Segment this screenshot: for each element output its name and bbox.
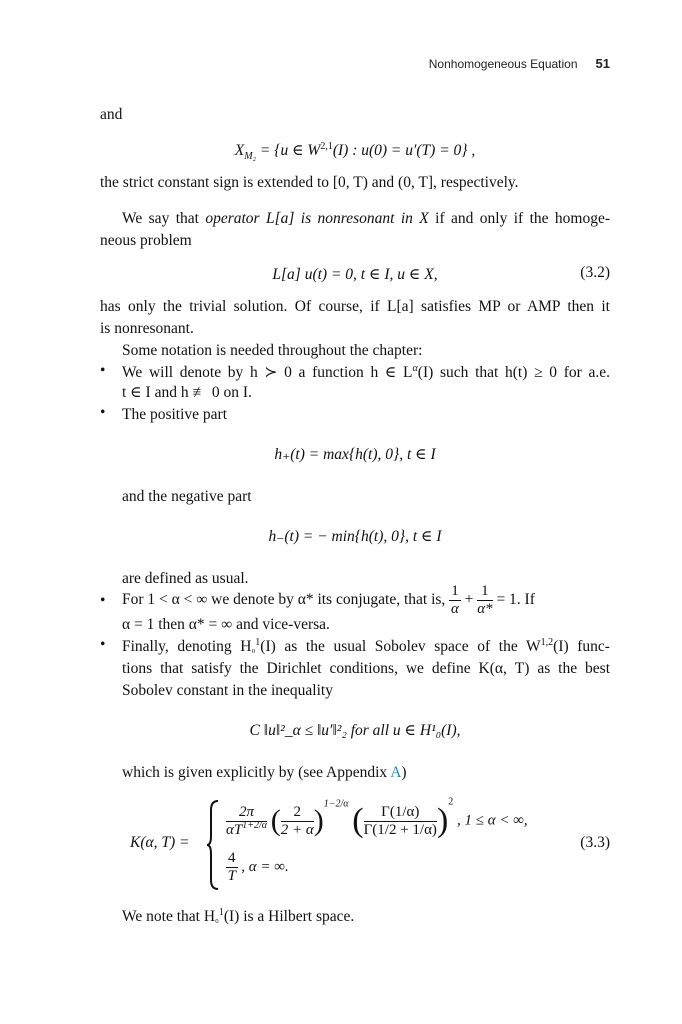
- plus-sign: +: [464, 591, 474, 608]
- paragraph-line: t ∈ I and h ≢ 0 on I.: [122, 384, 252, 401]
- equation-body: h₋(t) = − min{h(t), 0}, t ∈ I: [268, 528, 442, 545]
- fraction: [226, 850, 238, 885]
- text-span: (I) func-: [553, 638, 610, 655]
- case-condition: , 1 ≤ α < ∞,: [457, 812, 528, 829]
- bullet-icon: •: [100, 636, 106, 653]
- bullet-icon: •: [100, 592, 106, 609]
- paragraph-nonresonant: [122, 208, 610, 230]
- text-span: = 1. If: [496, 591, 535, 608]
- bullet-item-1: [122, 362, 610, 384]
- superscript: α: [412, 362, 418, 374]
- equation-hplus: [100, 444, 610, 466]
- paragraph-line: Some notation is needed throughout the chapter:: [122, 342, 423, 359]
- paragraph-line: is nonresonant.: [100, 320, 194, 337]
- fraction: [281, 804, 314, 839]
- text-span: (I) is a Hilbert space.: [223, 908, 355, 925]
- denominator: [226, 819, 267, 839]
- paragraph-line: are defined as usual.: [122, 570, 249, 587]
- equation-body: h₊(t) = max{h(t), 0}, t ∈ I: [274, 446, 436, 463]
- equation-3-3: [130, 798, 610, 890]
- fraction: [449, 583, 461, 618]
- denominator: α*: [477, 600, 493, 617]
- numerator: 1: [477, 583, 492, 601]
- exponent: 2: [448, 796, 454, 808]
- text-span: We say that: [122, 210, 206, 227]
- denominator: Γ(1/2 + 1/α): [363, 821, 437, 838]
- text-span: if and only if the homoge-: [428, 210, 610, 227]
- text-span: (I) as the usual Sobolev space of the W: [260, 638, 541, 655]
- equation-body: L[a] u(t) = 0, t ∈ I, u ∈ X,: [272, 266, 438, 283]
- equation-inequality: [100, 720, 610, 742]
- x-def-rest: (I) : u(0) = u′(T) = 0} ,: [332, 142, 476, 159]
- fraction: [364, 804, 437, 839]
- text-span: We will denote by h ≻ 0 a function h ∈ L: [122, 364, 413, 381]
- equation-3-2: [100, 264, 610, 286]
- case-condition: , α = ∞.: [241, 858, 289, 875]
- page-number: 51: [595, 56, 610, 71]
- fraction: [226, 804, 267, 839]
- bullet-icon: •: [100, 404, 106, 421]
- text-span: (I) such that h(t) ≥ 0 for a.e.: [417, 364, 610, 381]
- text-span: We note that H: [122, 908, 216, 925]
- denominator: 2 + α: [280, 821, 314, 838]
- bullet-icon: •: [100, 362, 106, 379]
- paragraph-line: has only the trivial solution. Of course, if L[a] satisfies MP or AMP then it: [100, 298, 610, 315]
- running-title: Nonhomogeneous Equation: [428, 57, 578, 71]
- paragraph-line: tions that satisfy the Dirichlet conditions, we define K(α, T) as the best: [122, 660, 610, 677]
- denominator: T: [227, 868, 236, 884]
- fraction: [477, 583, 492, 618]
- numerator: 2π: [226, 804, 267, 822]
- text-span: Finally, denoting H: [122, 638, 252, 655]
- paragraph-hilbert: We note that H₀$^1$(I) is a Hilbert space.: [122, 906, 355, 925]
- equation-number: (3.2): [580, 264, 610, 281]
- numerator: 4: [228, 850, 236, 866]
- equation-hminus: [100, 526, 610, 548]
- equation-lhs: K(α, T) =: [130, 834, 190, 851]
- text-and: and: [100, 106, 123, 123]
- denominator-base: αT: [226, 821, 243, 838]
- text-span: ): [401, 764, 407, 781]
- paragraph-appendix-ref: [122, 762, 610, 784]
- x-def-rhs: = {u ∈ W: [259, 142, 321, 159]
- paragraph-line: the strict constant sign is extended to [0, T) and (0, T], respectively.: [100, 174, 519, 191]
- bullet-item-4: Finally, denoting H₀$^1$(I) as the usual Sobolev space of the W$^{1,2}$(I) func-: [122, 636, 610, 655]
- paragraph-line: α = 1 then α* = ∞ and vice-versa.: [122, 616, 330, 633]
- paragraph-line: Sobolev constant in the inequality: [122, 682, 333, 699]
- text-span: For 1 < α < ∞ we denote by α* its conjugate, that is,: [122, 591, 446, 608]
- bullet-item-2: The positive part: [122, 406, 228, 423]
- equation-body: C ‖u‖²_α ≤ ‖u′‖²₂ for all u ∈ H¹₀(I),: [249, 722, 461, 739]
- definition-term: operator L[a] is nonresonant in X: [205, 210, 429, 227]
- x-subscript: M₂: [244, 151, 257, 163]
- numerator: Γ(1/α): [364, 804, 437, 822]
- equation-x-def: [100, 140, 610, 162]
- equation-number: (3.3): [580, 834, 610, 851]
- paragraph-line: and the negative part: [122, 488, 252, 505]
- x-symbol: X: [234, 142, 245, 159]
- appendix-link[interactable]: A: [390, 764, 402, 781]
- numerator: 2: [281, 804, 314, 822]
- x-def-sup: 2,1: [320, 140, 333, 152]
- brace-icon: [206, 800, 220, 890]
- equation-case-1: $\frac{2\pi}{\alpha T^{1+2/\alpha}}$ ( $\frac{2}{2 + \alpha}$ )$^{1-2/\alpha}$ ( $\frac{\Gamma(1/\alpha)}{\Gamma(1/2 + 1/\alpha)}$ )$^2$ , 1 ≤ α < ∞,: [226, 796, 528, 839]
- denominator: α: [451, 600, 459, 617]
- exponent: 1−2/α: [323, 798, 349, 810]
- superscript: 1,2: [540, 636, 554, 648]
- text-span: which is given explicitly by (see Appendix: [122, 764, 391, 781]
- paragraph-line: neous problem: [100, 232, 192, 249]
- numerator: 1: [451, 582, 459, 599]
- equation-case-2: [226, 850, 289, 885]
- running-header: [429, 56, 610, 71]
- superscript: 1+2/α: [242, 819, 267, 831]
